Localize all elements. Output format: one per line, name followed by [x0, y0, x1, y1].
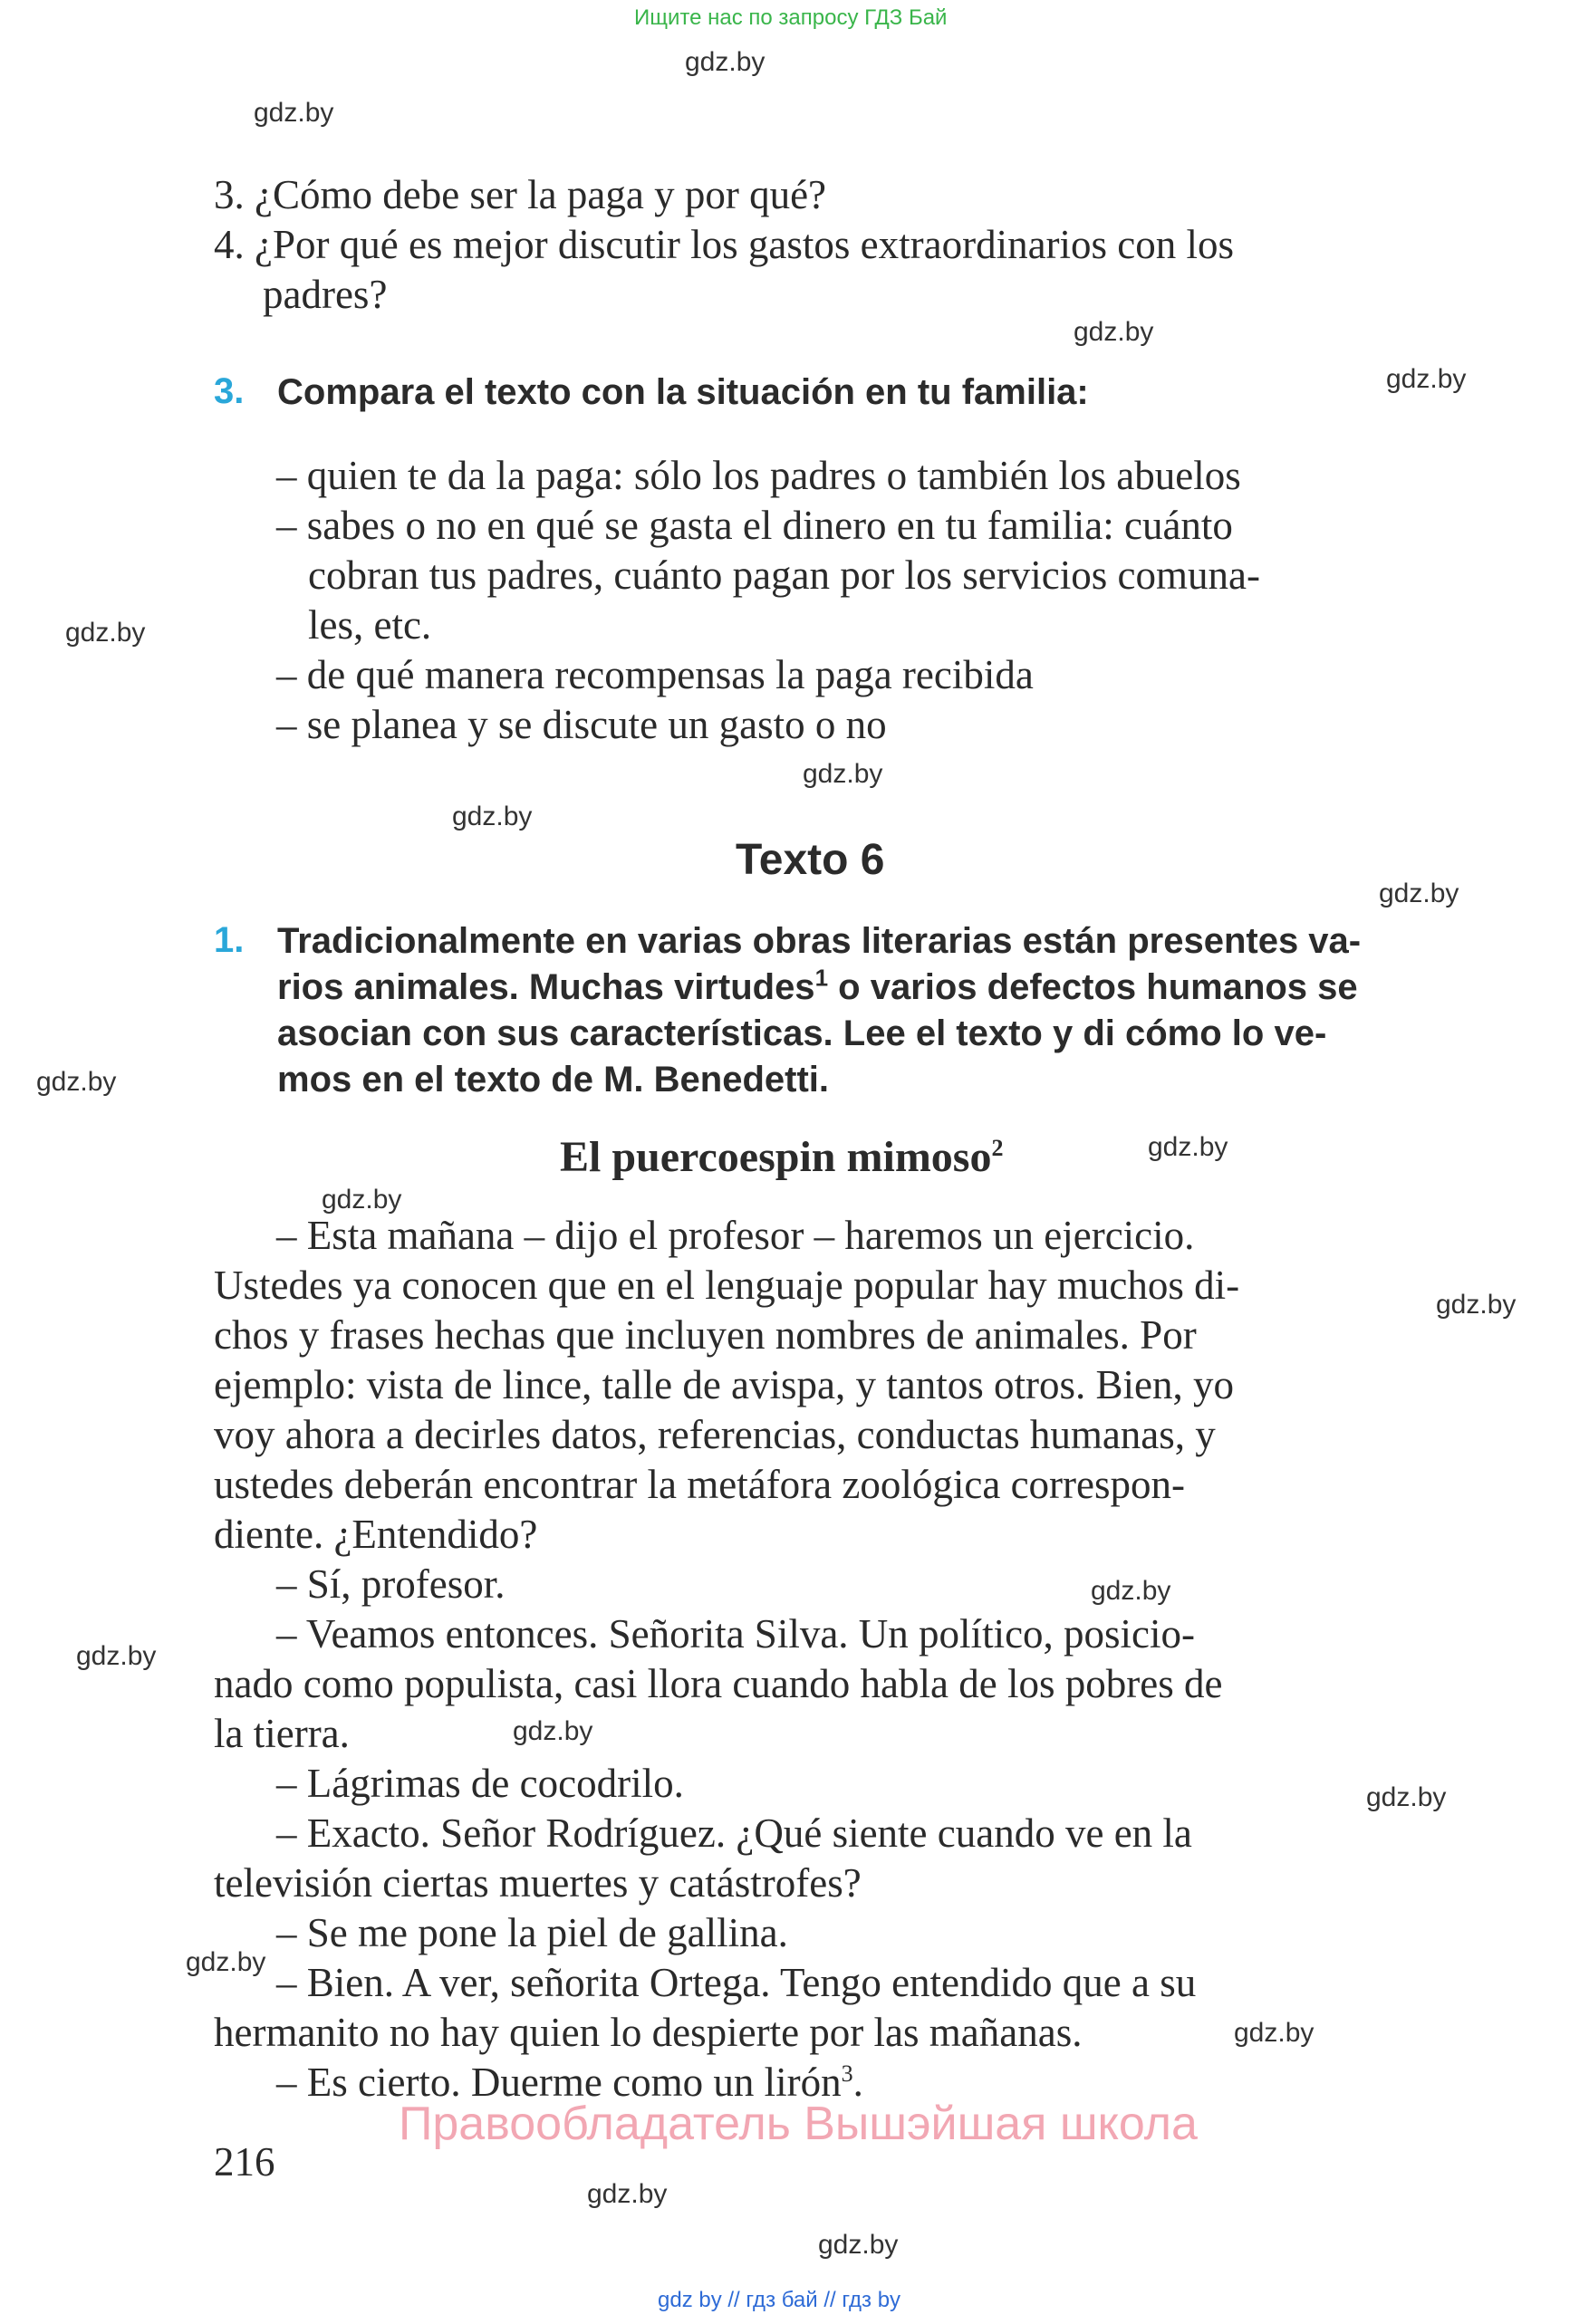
task-3-item-2: – sabes o no en qué se gasta el dinero en tu familia: cuánto [276, 503, 1233, 548]
task-3-item-2-cont: les, etc. [308, 602, 432, 648]
watermark: gdz.by [36, 1067, 117, 1097]
question-4-line-1: 4. ¿Por qué es mejor discutir los gastos extraordinarios con los [214, 222, 1235, 267]
task-1-line-2-text: rios animales. Muchas virtudes [277, 967, 815, 1007]
story-line: – Se me pone la piel de gallina. [276, 1910, 788, 1955]
story-line: – Lágrimas de cocodrilo. [276, 1761, 684, 1806]
story-line: hermanito no hay quien lo despierte por las mañanas. [214, 2010, 1083, 2055]
story-line-last-text: – Es cierto. Duerme como un lirón [276, 2060, 842, 2105]
rights-holder-text: Правообладатель Вышэйшая школа [399, 2098, 1198, 2150]
story-line: diente. ¿Entendido? [214, 1512, 538, 1557]
story-line: voy ahora a decirles datos, referencias, conductas humanas, y [214, 1412, 1216, 1457]
task-1-line-4: mos en el texto de M. Benedetti. [277, 1060, 830, 1100]
story-line: ejemplo: vista de lince, talle de avispa, y tantos otros. Bien, yo [214, 1362, 1234, 1407]
story-line: – Exacto. Señor Rodríguez. ¿Qué siente cuando ve en la [276, 1810, 1192, 1856]
watermark: gdz.by [685, 47, 766, 77]
watermark: gdz.by [452, 802, 533, 831]
question-4-line-2: padres? [263, 272, 388, 317]
story-line: nado como populista, casi llora cuando habla de los pobres de [214, 1661, 1223, 1706]
task-3-text: Compara el texto con la situación en tu familia: [277, 372, 1089, 412]
footer-links[interactable]: gdz by // гдз бай // гдз by [658, 2288, 901, 2312]
task-1-line-2 [277, 965, 1358, 1011]
watermark: gdz.by [76, 1641, 157, 1671]
task-1-line-2-rest: o varios defectos humanos se [828, 967, 1358, 1007]
page-number: 216 [214, 2139, 275, 2185]
story-line-last-period: . [852, 2060, 863, 2105]
watermark: gdz.by [65, 618, 146, 648]
task-1-line-1: Tradicionalmente en varias obras literarias están presentes va- [277, 921, 1362, 961]
story-title-text: El puercoespin mimoso [560, 1133, 992, 1181]
watermark: gdz.by [587, 2179, 668, 2209]
task-1-line-3: asocian con sus características. Lee el texto y di cómo lo ve- [277, 1013, 1327, 1053]
story-line: – Esta mañana – dijo el profesor – haremos un ejercicio. [276, 1213, 1195, 1258]
watermark: gdz.by [1234, 2018, 1315, 2048]
story-line: ustedes deberán encontrar la metáfora zoológica correspon- [214, 1462, 1185, 1507]
story-line: – Sí, profesor. [276, 1561, 506, 1607]
task-3-item-1: – quien te da la paga: sólo los padres o también los abuelos [276, 453, 1241, 498]
task-1-number: 1. [214, 920, 245, 960]
task-3-number: 3. [214, 371, 245, 411]
story-line: televisión ciertas muertes y catástrofes? [214, 1860, 862, 1906]
watermark: gdz.by [1366, 1782, 1447, 1812]
task-3-item-2-cont: cobran tus padres, cuánto pagan por los servicios comuna- [308, 552, 1260, 598]
watermark: gdz.by [1091, 1576, 1171, 1606]
watermark: gdz.by [1074, 317, 1154, 347]
watermark: gdz.by [186, 1947, 266, 1977]
story-line: – Veamos entonces. Señorita Silva. Un político, posicio- [276, 1611, 1196, 1657]
story-title [560, 1132, 1003, 1182]
story-line: la tierra. [214, 1711, 350, 1756]
watermark: gdz.by [513, 1716, 593, 1746]
task-3-item-4: – se planea y se discute un gasto o no [276, 702, 887, 747]
watermark: gdz.by [254, 98, 334, 128]
story-line: chos y frases hechas que incluyen nombres de animales. Por [214, 1312, 1197, 1358]
watermark: gdz.by [803, 759, 883, 789]
task-3-item-3: – de qué manera recompensas la paga recibida [276, 652, 1034, 697]
footnote-mark-2: 2 [991, 1135, 1004, 1161]
watermark: gdz.by [1148, 1132, 1228, 1162]
question-3: 3. ¿Cómo debe ser la paga y por qué? [214, 172, 827, 217]
watermark: gdz.by [1379, 879, 1459, 908]
story-line: Ustedes ya conocen que en el lenguaje popular hay muchos di- [214, 1263, 1240, 1308]
section-title: Texto 6 [736, 836, 885, 884]
footnote-mark-3: 3 [841, 2060, 853, 2087]
footnote-mark-1: 1 [814, 964, 829, 992]
search-note: Ищите нас по запросу ГДЗ Бай [634, 5, 948, 30]
watermark: gdz.by [1386, 364, 1467, 394]
watermark: gdz.by [818, 2230, 899, 2260]
watermark: gdz.by [1436, 1290, 1517, 1320]
story-line: – Bien. A ver, señorita Ortega. Tengo entendido que a su [276, 1960, 1197, 2005]
watermark: gdz.by [322, 1185, 402, 1215]
